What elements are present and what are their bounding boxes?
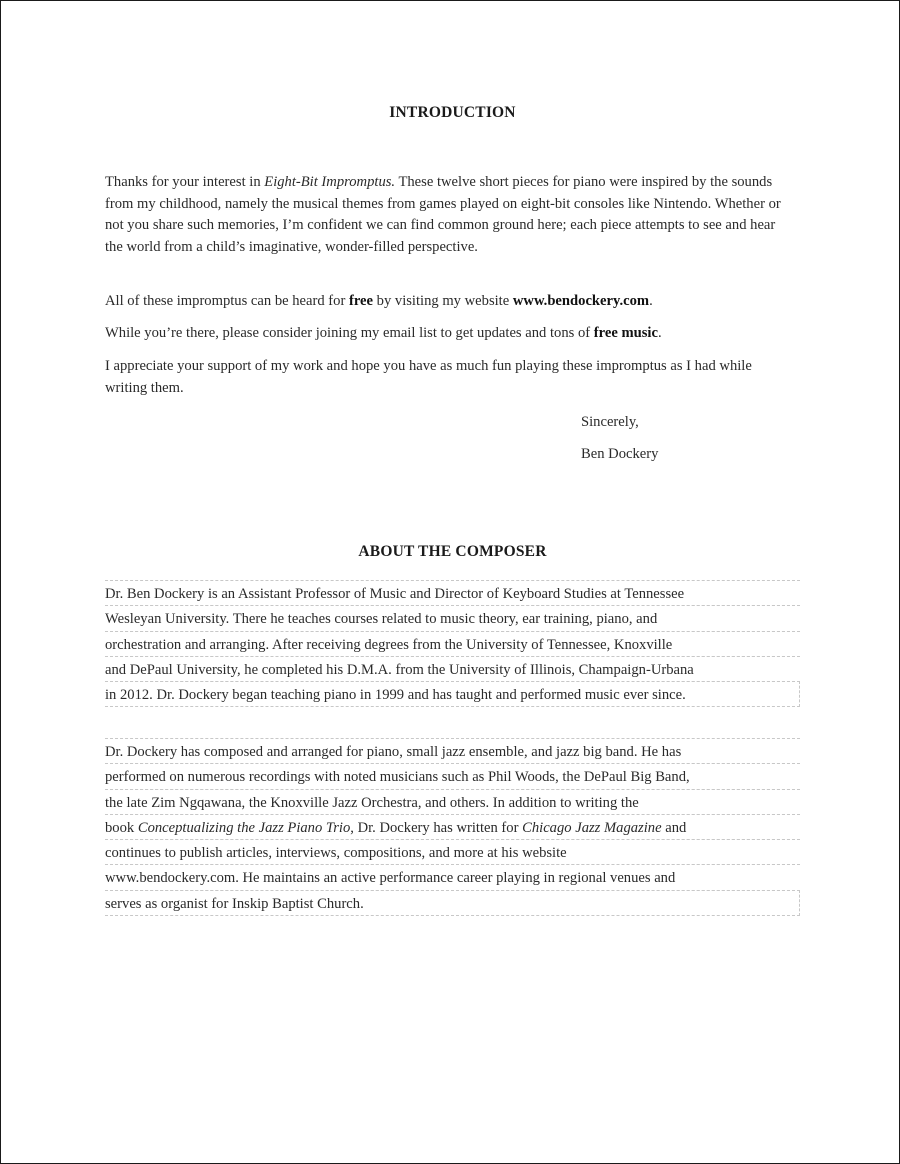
intro-p3-text-b: . [657,325,662,341]
bio-paragraph-1 [105,580,800,706]
free-emphasis: free [348,293,373,309]
bio2-line: serves as organist for Inskip Baptist Church. [105,890,800,916]
about-composer-heading: ABOUT THE COMPOSER [358,543,547,560]
bio-paragraph-2 [105,738,800,915]
bio2-line-with-titles [105,814,800,840]
bio2-line4-text-b: , Dr. Dockery has written for [350,819,523,836]
intro-paragraph-1 [105,172,795,258]
intro-p1-text-b: These twelve short pieces for piano were inspired by the sounds from my childhood, namely the musical themes from games played on eight-bit consoles like Nintendo. Whether or not you share such memories, I’m confident we can find common ground here; each piece attempts to see and hear the world from a child’s imaginative, wonder-filled perspective. [105,174,781,255]
bio2-line: Dr. Dockery has composed and arranged for piano, small jazz ensemble, and jazz big band. He has [105,738,800,764]
bio1-line: in 2012. Dr. Dockery began teaching piano in 1999 and has taught and performed music ever since. [105,681,800,707]
bio2-line: www.bendockery.com. He maintains an active performance career playing in regional venues and [105,864,800,890]
intro-p2-text-a: All of these impromptus can be heard for [105,293,349,309]
book-title-italic: Conceptualizing the Jazz Piano Trio [137,819,351,836]
intro-paragraph-2 [105,291,653,313]
website-link-text: www.bendockery.com [512,293,650,309]
intro-p2-text-b: by visiting my website [373,293,513,309]
intro-paragraph-3 [105,323,662,345]
bio1-line: Wesleyan University. There he teaches courses related to music theory, ear training, piano, and [105,605,800,631]
free-music-emphasis: free music [593,325,658,341]
work-title-italic: Eight-Bit Impromptus. [264,174,396,190]
intro-p3-text-a: While you’re there, please consider joining my email list to get updates and tons of [105,325,594,341]
bio2-line4-text-c: and [661,819,687,836]
signature-name: Ben Dockery [581,446,659,462]
intro-paragraph-4: I appreciate your support of my work and hope you have as much fun playing these impromptus as I had while writing them. [105,358,752,396]
intro-p1-text-a: Thanks for your interest in [105,174,265,190]
bio2-line4-text-a: book [105,819,138,836]
bio2-line: the late Zim Ngqawana, the Knoxville Jazz Orchestra, and others. In addition to writing the [105,789,800,815]
bio1-line: Dr. Ben Dockery is an Assistant Professor of Music and Director of Keyboard Studies at Tennessee [105,580,800,606]
bio1-line: orchestration and arranging. After receiving degrees from the University of Tennessee, Knoxville [105,631,800,657]
magazine-title-italic: Chicago Jazz Magazine [522,819,662,836]
bio2-line: continues to publish articles, interviews, compositions, and more at his website [105,839,800,865]
bio2-line: performed on numerous recordings with noted musicians such as Phil Woods, the DePaul Big Band, [105,763,800,789]
bio1-line: and DePaul University, he completed his D.M.A. from the University of Illinois, Champaign-Urbana [105,656,800,682]
intro-p2-text-c: . [649,293,653,309]
closing-salutation: Sincerely, [581,414,639,430]
introduction-heading: INTRODUCTION [389,104,516,121]
